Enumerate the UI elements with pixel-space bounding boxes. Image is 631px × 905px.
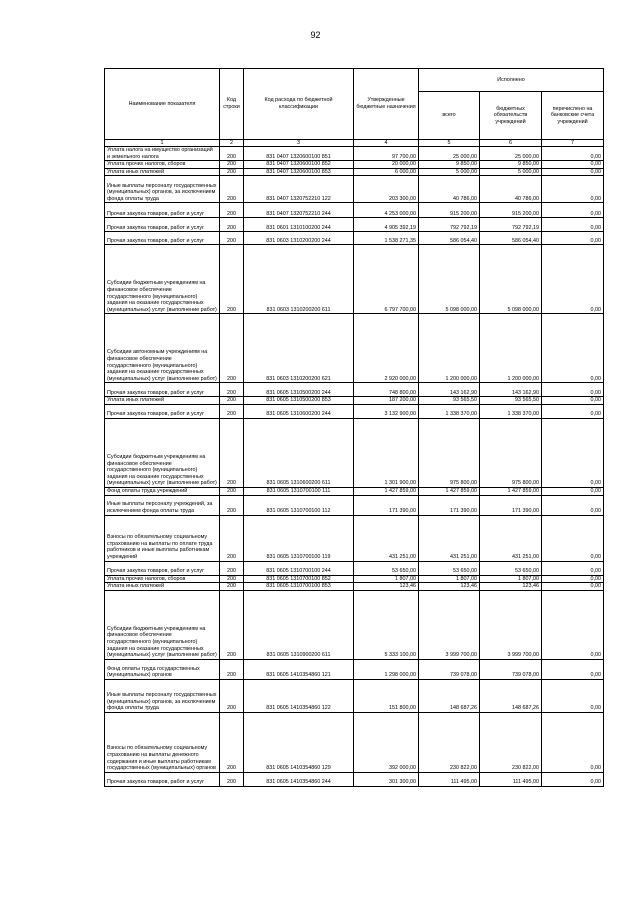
row-total: 143 162,90 xyxy=(419,383,480,397)
row-line-code: 200 xyxy=(220,712,244,772)
row-transferred: 0,00 xyxy=(542,203,604,218)
row-budget-code: 831 0605 1410354860 244 xyxy=(244,772,354,786)
row-line-code: 200 xyxy=(220,161,244,169)
row-line-code: 200 xyxy=(220,495,244,515)
row-line-code: 200 xyxy=(220,168,244,176)
row-total: 123,46 xyxy=(419,583,480,591)
row-budget-obligations: 93 565,50 xyxy=(480,397,542,405)
row-name: Взносы по обязательному социальному страхованию на выплаты денежного содержания и иные выплаты работникам государственных (муниципальных) органов xyxy=(105,712,220,772)
row-name: Уплата иных платежей xyxy=(105,397,220,405)
row-budget-obligations: 1 200 000,00 xyxy=(480,314,542,383)
row-budget-obligations: 1 807,00 xyxy=(480,575,542,583)
row-budget-code: 831 0605 1310700100 119 xyxy=(244,515,354,561)
row-budget-obligations: 975 800,00 xyxy=(480,418,542,487)
row-budget-code: 831 0603 1310200200 621 xyxy=(244,314,354,383)
row-approved: 1 298 000,00 xyxy=(354,659,419,679)
table-row xyxy=(105,495,604,515)
row-name: Прочая закупка товаров, работ и услуг xyxy=(105,772,220,786)
row-budget-obligations: 915 200,00 xyxy=(480,203,542,218)
row-total: 3 999 700,00 xyxy=(419,590,480,659)
row-budget-code: 831 0605 1310900200 611 xyxy=(244,590,354,659)
row-total: 586 054,40 xyxy=(419,232,480,245)
row-line-code: 200 xyxy=(220,679,244,712)
row-budget-code: 831 0407 1320600100 853 xyxy=(244,168,354,176)
row-approved: 392 000,00 xyxy=(354,712,419,772)
row-budget-obligations: 143 162,90 xyxy=(480,383,542,397)
row-line-code: 200 xyxy=(220,418,244,487)
row-total: 1 200 000,00 xyxy=(419,314,480,383)
row-line-code: 200 xyxy=(220,397,244,405)
row-budget-code: 831 0605 1410354860 122 xyxy=(244,679,354,712)
table-row xyxy=(105,147,604,161)
row-name: Прочая закупка товаров, работ и услуг xyxy=(105,404,220,418)
row-transferred: 0,00 xyxy=(542,772,604,786)
row-transferred: 0,00 xyxy=(542,383,604,397)
table-row xyxy=(105,383,604,397)
table-row xyxy=(105,712,604,772)
row-name: Уплата прочих налогов, сборов xyxy=(105,575,220,583)
row-total: 5 000,00 xyxy=(419,168,480,176)
row-budget-code: 831 0605 1310500200 244 xyxy=(244,383,354,397)
row-budget-code: 831 0605 1310600200 244 xyxy=(244,404,354,418)
row-budget-code: 831 0605 1410354860 129 xyxy=(244,712,354,772)
row-total: 230 822,00 xyxy=(419,712,480,772)
row-approved: 6 000,00 xyxy=(354,168,419,176)
row-budget-code: 831 0605 1310500200 853 xyxy=(244,397,354,405)
row-line-code: 200 xyxy=(220,583,244,591)
row-budget-obligations: 40 786,00 xyxy=(480,176,542,203)
row-total: 1 807,00 xyxy=(419,575,480,583)
row-line-code: 200 xyxy=(220,176,244,203)
expenditure-table xyxy=(104,68,604,787)
row-budget-code: 831 0603 1310200200 244 xyxy=(244,232,354,245)
table-row xyxy=(105,487,604,495)
table-row xyxy=(105,232,604,245)
row-name: Иные выплаты персоналу государственных (муниципальных) органов, за исключением фонда оплаты труда xyxy=(105,679,220,712)
row-line-code: 200 xyxy=(220,383,244,397)
col-number: 4 xyxy=(354,140,419,147)
row-budget-code: 831 0407 1320752210 244 xyxy=(244,203,354,218)
row-line-code: 200 xyxy=(220,314,244,383)
row-transferred: 0,00 xyxy=(542,590,604,659)
row-approved: 748 800,00 xyxy=(354,383,419,397)
row-budget-obligations: 111 495,00 xyxy=(480,772,542,786)
table-row xyxy=(105,397,604,405)
table-row xyxy=(105,679,604,712)
row-total: 915 200,00 xyxy=(419,203,480,218)
row-budget-obligations: 171 390,00 xyxy=(480,495,542,515)
table-row xyxy=(105,772,604,786)
row-budget-obligations: 148 687,26 xyxy=(480,679,542,712)
row-approved: 171 390,00 xyxy=(354,495,419,515)
table-row xyxy=(105,314,604,383)
row-total: 5 098 000,00 xyxy=(419,245,480,314)
row-transferred: 0,00 xyxy=(542,575,604,583)
page-number: 92 xyxy=(310,30,321,40)
row-budget-obligations: 25 000,00 xyxy=(480,147,542,161)
row-name: Иные выплаты персоналу учреждений, за исключением фонда оплаты труда xyxy=(105,495,220,515)
row-transferred: 0,00 xyxy=(542,161,604,169)
row-budget-obligations: 5 000,00 xyxy=(480,168,542,176)
table-row xyxy=(105,418,604,487)
table-body xyxy=(105,147,604,787)
row-transferred: 0,00 xyxy=(542,404,604,418)
row-total: 9 850,00 xyxy=(419,161,480,169)
row-transferred: 0,00 xyxy=(542,487,604,495)
row-line-code: 200 xyxy=(220,487,244,495)
row-budget-code: 831 0605 1310700100 111 xyxy=(244,487,354,495)
row-name: Уплата иных платежей xyxy=(105,583,220,591)
row-budget-code: 831 0407 1320600100 852 xyxy=(244,161,354,169)
row-budget-code: 831 0407 1320600100 851 xyxy=(244,147,354,161)
row-budget-code: 831 0605 1310700100 244 xyxy=(244,561,354,575)
row-approved: 6 797 700,00 xyxy=(354,245,419,314)
row-approved: 151 800,00 xyxy=(354,679,419,712)
row-line-code: 200 xyxy=(220,245,244,314)
row-approved: 2 920 000,00 xyxy=(354,314,419,383)
row-transferred: 0,00 xyxy=(542,314,604,383)
row-name: Уплата прочих налогов, сборов xyxy=(105,161,220,169)
col-number: 7 xyxy=(542,140,604,147)
row-budget-obligations: 1 338 370,00 xyxy=(480,404,542,418)
col-number: 1 xyxy=(105,140,220,147)
row-transferred: 0,00 xyxy=(542,245,604,314)
row-name: Прочая закупка товаров, работ и услуг xyxy=(105,218,220,232)
header-transferred: перечислено на банковские счета учреждений xyxy=(542,92,604,140)
row-approved: 53 650,00 xyxy=(354,561,419,575)
row-budget-obligations: 586 054,40 xyxy=(480,232,542,245)
header-budget-code: Код расхода по бюджетной классификации xyxy=(244,69,354,140)
row-total: 93 565,50 xyxy=(419,397,480,405)
table-row xyxy=(105,590,604,659)
row-total: 792 792,19 xyxy=(419,218,480,232)
row-transferred: 0,00 xyxy=(542,232,604,245)
row-budget-obligations: 792 792,19 xyxy=(480,218,542,232)
row-name: Прочая закупка товаров, работ и услуг xyxy=(105,232,220,245)
row-total: 148 687,26 xyxy=(419,679,480,712)
row-line-code: 200 xyxy=(220,147,244,161)
row-name: Взносы по обязательному социальному страхованию на выплаты по оплате труда работников и иные выплаты работникам учреждений xyxy=(105,515,220,561)
row-budget-obligations: 53 650,00 xyxy=(480,561,542,575)
col-number: 6 xyxy=(480,140,542,147)
row-transferred: 0,00 xyxy=(542,397,604,405)
header-executed: Исполнено xyxy=(419,69,604,92)
table-row xyxy=(105,561,604,575)
row-line-code: 200 xyxy=(220,203,244,218)
row-name: Уплата налога на имущество организаций и земельного налога xyxy=(105,147,220,161)
row-budget-code: 831 0605 1310700100 112 xyxy=(244,495,354,515)
row-total: 40 786,00 xyxy=(419,176,480,203)
row-transferred: 0,00 xyxy=(542,561,604,575)
row-line-code: 200 xyxy=(220,218,244,232)
header-name: Наименование показателя xyxy=(105,69,220,140)
row-approved: 431 251,00 xyxy=(354,515,419,561)
row-transferred: 0,00 xyxy=(542,147,604,161)
row-budget-obligations: 230 822,00 xyxy=(480,712,542,772)
row-budget-obligations: 739 078,00 xyxy=(480,659,542,679)
row-line-code: 200 xyxy=(220,575,244,583)
row-approved: 1 427 859,00 xyxy=(354,487,419,495)
row-approved: 3 132 900,00 xyxy=(354,404,419,418)
row-total: 1 427 859,00 xyxy=(419,487,480,495)
row-budget-code: 831 0407 1320752210 122 xyxy=(244,176,354,203)
header-budget-obligations: бюджетных обязательств учреждений xyxy=(480,92,542,140)
row-total: 975 800,00 xyxy=(419,418,480,487)
row-approved: 187 200,00 xyxy=(354,397,419,405)
row-name: Субсидии бюджетным учреждениям на финансовое обеспечение государственного (муниципального) задания на оказание государственных (муниципальных) услуг (выполнение работ) xyxy=(105,590,220,659)
row-line-code: 200 xyxy=(220,772,244,786)
table-row xyxy=(105,404,604,418)
row-line-code: 200 xyxy=(220,561,244,575)
row-approved: 1 538 271,35 xyxy=(354,232,419,245)
row-transferred: 0,00 xyxy=(542,495,604,515)
row-approved: 1 807,00 xyxy=(354,575,419,583)
col-number: 3 xyxy=(244,140,354,147)
row-budget-code: 831 0605 1310700100 853 xyxy=(244,583,354,591)
row-name: Фонд оплаты труда государственных (муниципальных) органов xyxy=(105,659,220,679)
row-transferred: 0,00 xyxy=(542,168,604,176)
table-row xyxy=(105,161,604,169)
row-budget-obligations: 431 251,00 xyxy=(480,515,542,561)
row-name: Субсидии автономным учреждениям на финансовое обеспечение государственного (муниципального) задания на оказание государственных (муниципальных) услуг (выполнение работ) xyxy=(105,314,220,383)
row-name: Прочая закупка товаров, работ и услуг xyxy=(105,383,220,397)
row-name: Субсидии бюджетным учреждениям на финансовое обеспечение государственного (муниципального) задания на оказание государственных (муниципальных) услуг (выполнение работ) xyxy=(105,418,220,487)
row-transferred: 0,00 xyxy=(542,515,604,561)
row-budget-code: 831 0605 1410354860 121 xyxy=(244,659,354,679)
row-total: 739 078,00 xyxy=(419,659,480,679)
row-budget-obligations: 5 098 000,00 xyxy=(480,245,542,314)
row-line-code: 200 xyxy=(220,515,244,561)
row-approved: 203 300,00 xyxy=(354,176,419,203)
row-line-code: 200 xyxy=(220,232,244,245)
table-row xyxy=(105,176,604,203)
row-budget-obligations: 123,46 xyxy=(480,583,542,591)
row-budget-code: 831 0605 1310600200 611 xyxy=(244,418,354,487)
header-approved: Утвержденные бюджетные назначения xyxy=(354,69,419,140)
table-row xyxy=(105,583,604,591)
row-total: 53 650,00 xyxy=(419,561,480,575)
row-name: Иные выплаты персоналу государственных (муниципальных) органов, за исключением фонда оплаты труда xyxy=(105,176,220,203)
row-approved: 301 300,00 xyxy=(354,772,419,786)
row-name: Прочая закупка товаров, работ и услуг xyxy=(105,561,220,575)
table-row xyxy=(105,168,604,176)
table-row xyxy=(105,659,604,679)
row-budget-code: 831 0605 1310700100 852 xyxy=(244,575,354,583)
table-row xyxy=(105,515,604,561)
row-transferred: 0,00 xyxy=(542,176,604,203)
col-number: 2 xyxy=(220,140,244,147)
row-total: 1 338 370,00 xyxy=(419,404,480,418)
row-transferred: 0,00 xyxy=(542,659,604,679)
row-transferred: 0,00 xyxy=(542,712,604,772)
row-budget-obligations: 9 850,00 xyxy=(480,161,542,169)
col-number: 5 xyxy=(419,140,480,147)
row-budget-obligations: 1 427 859,00 xyxy=(480,487,542,495)
row-approved: 1 301 900,00 xyxy=(354,418,419,487)
row-approved: 4 253 000,00 xyxy=(354,203,419,218)
header-total: всего xyxy=(419,92,480,140)
row-name: Прочая закупка товаров, работ и услуг xyxy=(105,203,220,218)
row-total: 431 251,00 xyxy=(419,515,480,561)
row-total: 171 390,00 xyxy=(419,495,480,515)
row-approved: 123,46 xyxy=(354,583,419,591)
row-name: Фонд оплаты труда учреждений xyxy=(105,487,220,495)
table-row xyxy=(105,575,604,583)
row-transferred: 0,00 xyxy=(542,218,604,232)
row-line-code: 200 xyxy=(220,590,244,659)
row-approved: 20 000,00 xyxy=(354,161,419,169)
row-transferred: 0,00 xyxy=(542,418,604,487)
row-budget-obligations: 3 999 700,00 xyxy=(480,590,542,659)
row-name: Уплата иных платежей xyxy=(105,168,220,176)
row-budget-code: 831 0603 1310200200 611 xyxy=(244,245,354,314)
table-row xyxy=(105,245,604,314)
row-total: 111 495,00 xyxy=(419,772,480,786)
row-total: 25 000,00 xyxy=(419,147,480,161)
row-approved: 97 700,00 xyxy=(354,147,419,161)
table-row xyxy=(105,218,604,232)
row-approved: 4 905 392,19 xyxy=(354,218,419,232)
row-name: Субсидии бюджетным учреждениям на финансовое обеспечение государственного (муниципального) задания на оказание государственных (муниципальных) услуг (выполнение работ) xyxy=(105,245,220,314)
header-line-code: Код строки xyxy=(220,69,244,140)
row-line-code: 200 xyxy=(220,659,244,679)
row-transferred: 0,00 xyxy=(542,583,604,591)
row-approved: 5 333 100,00 xyxy=(354,590,419,659)
row-transferred: 0,00 xyxy=(542,679,604,712)
row-budget-code: 831 0601 1310100200 244 xyxy=(244,218,354,232)
row-line-code: 200 xyxy=(220,404,244,418)
table-row xyxy=(105,203,604,218)
